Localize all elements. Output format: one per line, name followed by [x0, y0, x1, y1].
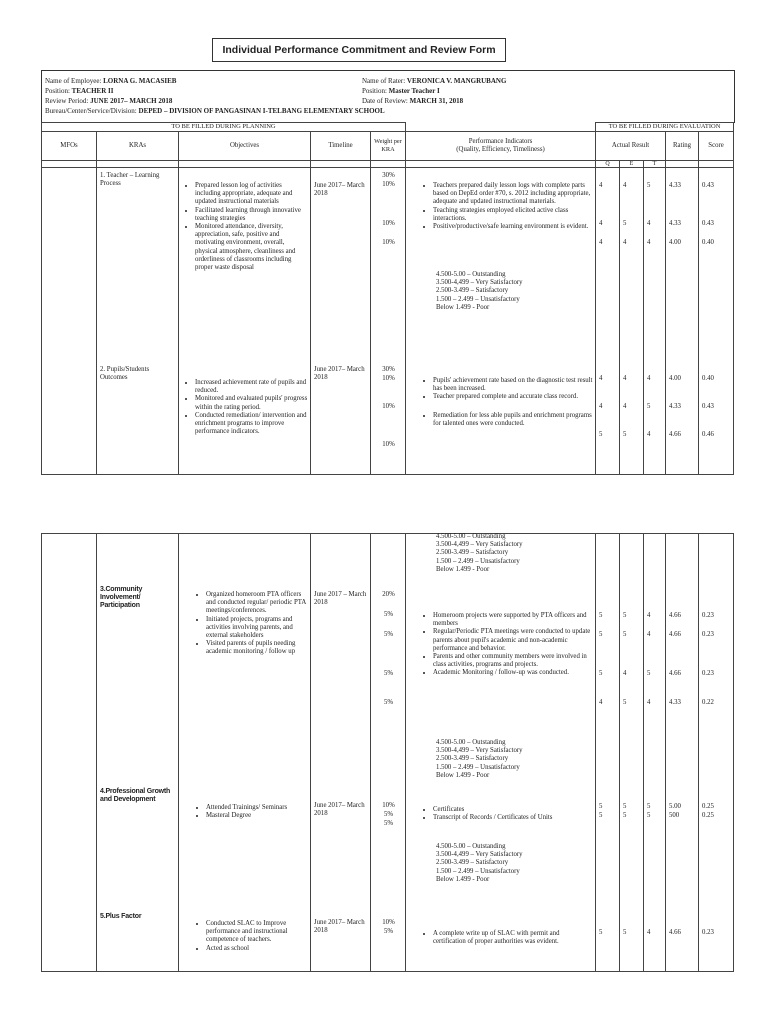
list-item: • Certificates — [433, 806, 593, 814]
e-value: 5 — [623, 812, 627, 819]
kra3-label: 3.Community Involvement/ Participation — [100, 586, 143, 610]
objectives-header: Objectives — [179, 132, 311, 161]
kra2-timeline: June 2017– March 2018 — [314, 366, 365, 382]
list-item: • Attended Trainings/ Seminars — [206, 804, 308, 812]
kra4-indicators — [409, 806, 593, 822]
score-value: 0.23 — [702, 612, 714, 619]
weight: 5% — [383, 631, 394, 638]
weight: 5% — [383, 820, 394, 827]
kra-cell — [97, 168, 179, 475]
scale-item: 3.500-4,499 – Very Satisfactory — [436, 541, 523, 549]
review-date-label: Date of Review: — [362, 97, 408, 105]
evaluation-header: TO BE FILLED DURING EVALUATION — [596, 123, 734, 132]
timeline-cell — [311, 168, 371, 475]
list-item: • Monitored and evaluated pupils' progress within the rating period. — [195, 395, 308, 411]
period-row — [45, 97, 172, 105]
planning-header: TO BE FILLED DURING PLANNING — [42, 123, 406, 132]
t-value: 4 — [647, 631, 651, 638]
rater-name: VERONICA V. MANGRUBANG — [406, 77, 507, 85]
rating-value: 4.66 — [669, 612, 681, 619]
timeline-header: Timeline — [311, 132, 371, 161]
position-value: TEACHER II — [71, 87, 114, 95]
score-value: 0.40 — [702, 239, 714, 246]
rating-scale — [436, 533, 593, 574]
blank — [179, 161, 311, 168]
indicators-subtitle: (Quality, Efficiency, Timeliness) — [456, 146, 545, 153]
weight-cell — [371, 168, 406, 475]
list-item: • Masteral Degree — [206, 812, 308, 820]
score-cell — [699, 168, 734, 475]
q-cell — [596, 534, 620, 972]
scale-item: 2.500-3.499 – Satisfactory — [436, 859, 509, 867]
scale-item: 3.500-4,499 – Very Satisfactory — [436, 851, 523, 859]
scale-item: 3.500-4,499 – Very Satisfactory — [436, 747, 523, 755]
timeline-cell — [311, 534, 371, 972]
objectives-cell — [179, 534, 311, 972]
bureau-value: DEPED – DIVISION OF PANGASINAN I-TELBANG ELEMENTARY SCHOOL — [138, 107, 385, 115]
list-item: • Pupils' achievement rate based on the diagnostic test result has been increased. — [433, 377, 593, 393]
kra4-objectives — [182, 804, 308, 820]
weight-cell — [371, 534, 406, 972]
q-value: 4 — [599, 182, 603, 189]
weight: 10% — [382, 403, 395, 410]
rater-position-row — [362, 87, 440, 95]
list-item: • Teacher prepared complete and accurate class record. — [433, 393, 593, 401]
t-cell — [644, 168, 666, 475]
e-cell — [620, 168, 644, 475]
blank — [666, 161, 699, 168]
list-item: • Prepared lesson log of activities including appropriate, adequate and updated instructional materials — [195, 182, 308, 207]
e-value: 5 — [623, 631, 627, 638]
review-date-value: MARCH 31, 2018 — [409, 97, 464, 105]
t-value: 5 — [647, 403, 651, 410]
list-item: • Facilitated learning through innovative teaching strategies — [195, 207, 308, 223]
list-item: • Homeroom projects were supported by PTA officers and members — [433, 612, 593, 628]
weight: 5% — [383, 811, 394, 818]
rating-value: 500 — [669, 812, 680, 819]
t-value: 4 — [647, 929, 651, 936]
weight-header: Weight per KRA — [371, 132, 406, 161]
rating-value: 4.66 — [669, 929, 681, 936]
list-item: • Visited parents of pupils needing academic monitoring / follow up — [206, 640, 308, 656]
scale-item: 2.500-3.499 – Satisfactory — [436, 755, 509, 763]
e-value: 4 — [623, 375, 627, 382]
blank — [311, 161, 371, 168]
scale-item: 4.500-5.00 – Outstanding — [436, 271, 506, 278]
t-value: 4 — [647, 375, 651, 382]
weight: 10% — [382, 441, 395, 448]
blank — [699, 161, 734, 168]
employee-info — [41, 70, 735, 123]
bureau-label: Bureau/Center/Service/Division: — [45, 107, 137, 115]
position-label: Position: — [45, 87, 70, 95]
t-value: 4 — [647, 612, 651, 619]
rating-value: 4.33 — [669, 220, 681, 227]
score-value: 0.23 — [702, 631, 714, 638]
q-value: 4 — [599, 403, 603, 410]
score-value: 0.22 — [702, 699, 714, 706]
scale-item: 1.500 – 2.499 – Unsatisfactory — [436, 295, 520, 303]
scale-item: Below 1.499 - Poor — [436, 875, 490, 883]
weight: 10% — [382, 802, 395, 809]
kra2-label: 2. Pupils/Students Outcomes — [100, 366, 150, 382]
indicators-title: Performance Indicators — [468, 138, 533, 145]
kra2-indicators — [409, 377, 593, 428]
employee-label: Name of Employee: — [45, 77, 102, 85]
q-value: 4 — [599, 699, 603, 706]
list-item: • Acted as school — [206, 945, 308, 953]
q-value: 5 — [599, 631, 603, 638]
q-value: 5 — [599, 612, 603, 619]
e-value: 5 — [623, 431, 627, 438]
period-value: JUNE 2017– MARCH 2018 — [90, 97, 173, 105]
table-row — [42, 168, 734, 475]
bureau-row — [45, 107, 385, 115]
rating-value: 4.33 — [669, 182, 681, 189]
score-value: 0.40 — [702, 375, 714, 382]
kras-header: KRAs — [97, 132, 179, 161]
score-value: 0.43 — [702, 220, 714, 227]
position-row — [45, 87, 113, 95]
mfo-cell — [42, 168, 97, 475]
e-value: 5 — [623, 803, 627, 810]
e-value: 5 — [623, 929, 627, 936]
e-value: 5 — [623, 612, 627, 619]
list-item: • Remediation for less able pupils and enrichment programs for talented ones were conducted. — [433, 412, 593, 428]
list-item: • Positive/productive/safe learning environment is evident. — [433, 223, 593, 231]
t-value: 4 — [647, 431, 651, 438]
list-item: • Conducted remediation/ intervention and enrichment programs to improve performance indicators. — [195, 412, 308, 437]
blank — [42, 161, 97, 168]
score-value: 0.25 — [702, 803, 714, 810]
list-item: • Regular/Periodic PTA meetings were conducted to update parents about pupil's academic and non-academic performance and behavior. — [433, 628, 593, 653]
review-date-row — [362, 97, 463, 105]
indicators-cell — [406, 534, 596, 972]
e-value: 4 — [623, 403, 627, 410]
rating-value: 5.00 — [669, 803, 681, 810]
rater-row — [362, 77, 506, 85]
list-item: • Teachers prepared daily lesson logs with complete parts based on DepEd order #70, s. 2012 including appropriate, adequate and updated instructional materials. — [433, 182, 593, 207]
e-value: 5 — [623, 220, 627, 227]
scale-item: 1.500 – 2.499 – Unsatisfactory — [436, 557, 520, 565]
q-value: 4 — [599, 220, 603, 227]
kra5-timeline: June 2017– March 2018 — [314, 919, 365, 935]
kra1-timeline: June 2017– March 2018 — [314, 182, 365, 198]
score-value: 0.23 — [702, 929, 714, 936]
score-value: 0.23 — [702, 670, 714, 677]
rating-cell — [666, 534, 699, 972]
q-header: Q — [596, 161, 620, 168]
rater-position-value: Master Teacher I — [388, 87, 440, 95]
list-item: • Conducted SLAC to Improve performance and instructional competence of teachers. — [206, 920, 308, 945]
kra4-label: 4.Professional Growth and Development — [100, 788, 171, 804]
q-value: 5 — [599, 812, 603, 819]
list-item: • Academic Monitoring / follow-up was conducted. — [433, 669, 593, 677]
t-header: T — [644, 161, 666, 168]
rating-value: 4.66 — [669, 431, 681, 438]
scale-item: 4.500-5.00 – Outstanding — [436, 533, 506, 540]
weight: 5% — [383, 928, 394, 935]
kra4-timeline: June 2017– March 2018 — [314, 802, 365, 818]
score-value: 0.46 — [702, 431, 714, 438]
kra5-indicators — [409, 930, 593, 946]
rating-scale — [436, 843, 593, 884]
scale-item: 3.500-4,499 – Very Satisfactory — [436, 279, 523, 287]
list-item: • Transcript of Records / Certificates of Units — [433, 814, 593, 822]
period-label: Review Period: — [45, 97, 89, 105]
employee-name: LORNA G. MACASIEB — [103, 77, 177, 85]
scale-item: 4.500-5.00 – Outstanding — [436, 739, 506, 746]
rating-value: 4.33 — [669, 699, 681, 706]
q-cell — [596, 168, 620, 475]
rating-header: Rating — [666, 132, 699, 161]
weight: 10% — [382, 375, 395, 382]
scale-item: Below 1.499 - Poor — [436, 771, 490, 779]
kra2-objectives — [182, 379, 308, 436]
employee-row — [45, 77, 176, 85]
kra1-label: 1. Teacher – Learning Process — [100, 172, 160, 188]
table-row — [42, 534, 734, 972]
list-item: • Monitored attendance, diversity, appreciation, safe, positive and motivating environment, overall, physical atmosphere, cleanliness and orderliness of classrooms including proper waste disposal — [195, 223, 308, 272]
weight: 5% — [383, 699, 394, 706]
q-value: 5 — [599, 929, 603, 936]
rating-cell — [666, 168, 699, 475]
score-value: 0.43 — [702, 403, 714, 410]
rating-value: 4.00 — [669, 239, 681, 246]
list-item: • Initiated projects, programs and activities involving parents, and external stakeholders — [206, 616, 308, 641]
e-value: 4 — [623, 182, 627, 189]
t-value: 5 — [647, 812, 651, 819]
list-item: • Increased achievement rate of pupils and reduced. — [195, 379, 308, 395]
kra5-label: 5.Plus Factor — [100, 913, 142, 920]
kra1-weight-total: 30% — [382, 172, 395, 179]
scale-item: 2.500-3.499 – Satisfactory — [436, 549, 509, 557]
scale-item: 4.500-5.00 – Outstanding — [436, 843, 506, 850]
kra-cell — [97, 534, 179, 972]
t-value: 4 — [647, 220, 651, 227]
scale-item: 1.500 – 2.499 – Unsatisfactory — [436, 763, 520, 771]
form-title: Individual Performance Commitment and Review Form — [212, 38, 506, 62]
weight: 5% — [383, 670, 394, 677]
kra1-objectives — [182, 182, 308, 272]
t-cell — [644, 534, 666, 972]
blank — [406, 161, 596, 168]
weight: 10% — [382, 181, 395, 188]
weight: 10% — [382, 220, 395, 227]
kra3-weight-total: 20% — [382, 591, 395, 598]
score-value: 0.25 — [702, 812, 714, 819]
t-value: 4 — [647, 239, 651, 246]
kra1-indicators — [409, 182, 593, 231]
kra5-objectives — [182, 920, 308, 953]
kra3-indicators — [409, 612, 593, 678]
q-value: 4 — [599, 239, 603, 246]
scale-item: Below 1.499 - Poor — [436, 565, 490, 573]
q-value: 5 — [599, 431, 603, 438]
list-item: • Teaching strategies employed elicited active class interactions. — [433, 207, 593, 223]
e-value: 4 — [623, 239, 627, 246]
actual-result-header: Actual Result — [596, 132, 666, 161]
t-value: 5 — [647, 803, 651, 810]
weight: 10% — [382, 239, 395, 246]
score-cell — [699, 534, 734, 972]
rating-scale — [436, 739, 593, 780]
rating-value: 4.66 — [669, 631, 681, 638]
t-value: 4 — [647, 699, 651, 706]
indicators-cell — [406, 168, 596, 475]
weight: 5% — [383, 611, 394, 618]
e-value: 4 — [623, 670, 627, 677]
indicators-header — [406, 132, 596, 161]
scale-item: 1.500 – 2.499 – Unsatisfactory — [436, 867, 520, 875]
weight: 10% — [382, 919, 395, 926]
scale-item: Below 1.499 - Poor — [436, 303, 490, 311]
blank-header — [406, 123, 596, 132]
scale-item: 2.500-3.499 – Satisfactory — [436, 287, 509, 295]
t-value: 5 — [647, 670, 651, 677]
rating-value: 4.00 — [669, 375, 681, 382]
q-value: 5 — [599, 803, 603, 810]
blank — [97, 161, 179, 168]
rater-position-label: Position: — [362, 87, 387, 95]
e-header: E — [620, 161, 644, 168]
score-value: 0.43 — [702, 182, 714, 189]
t-value: 5 — [647, 182, 651, 189]
list-item: • A complete write up of SLAC with permit and certification of proper authorities was evident. — [433, 930, 593, 946]
kra2-weight-total: 30% — [382, 366, 395, 373]
mfo-cell — [42, 534, 97, 972]
e-value: 5 — [623, 699, 627, 706]
list-item: • Parents and other community members were involved in class activities, programs and projects. — [433, 653, 593, 669]
list-item: • Organized homeroom PTA officers and conducted regular/ periodic PTA meetings/conferences. — [206, 591, 308, 616]
kra3-timeline: June 2017 – March 2018 — [314, 591, 367, 607]
q-value: 4 — [599, 375, 603, 382]
blank — [371, 161, 406, 168]
ipcrf-table-page-1 — [41, 122, 734, 475]
kra3-objectives — [182, 591, 308, 657]
ipcrf-table-page-2 — [41, 533, 734, 972]
mfos-header: MFOs — [42, 132, 97, 161]
e-cell — [620, 534, 644, 972]
rater-label: Name of Rater: — [362, 77, 406, 85]
rating-scale — [436, 271, 593, 312]
rating-value: 4.33 — [669, 403, 681, 410]
score-header: Score — [699, 132, 734, 161]
objectives-cell — [179, 168, 311, 475]
q-value: 5 — [599, 670, 603, 677]
rating-value: 4.66 — [669, 670, 681, 677]
